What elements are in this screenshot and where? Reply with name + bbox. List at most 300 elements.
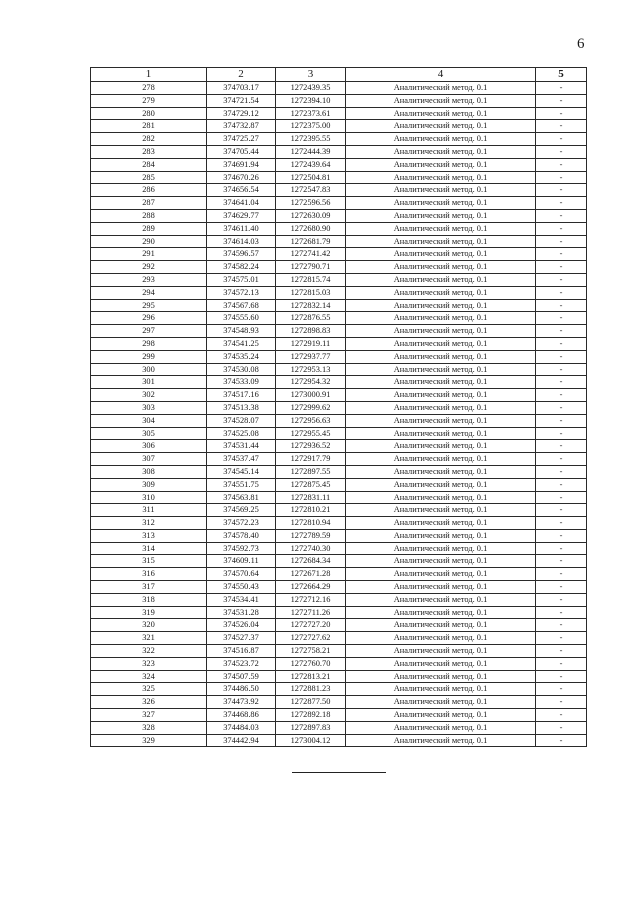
note-cell: - — [536, 94, 587, 107]
method-cell: Аналитический метод. 0.1 — [346, 542, 536, 555]
method-cell: Аналитический метод. 0.1 — [346, 184, 536, 197]
y-coordinate-cell: 1272712.16 — [276, 593, 346, 606]
y-coordinate-cell: 1272681.79 — [276, 235, 346, 248]
x-coordinate-cell: 374484.03 — [207, 721, 276, 734]
column-header-5: 5 — [536, 68, 587, 82]
point-number-cell: 294 — [91, 286, 207, 299]
note-cell: - — [536, 209, 587, 222]
x-coordinate-cell: 374486.50 — [207, 683, 276, 696]
point-number-cell: 302 — [91, 389, 207, 402]
table-row — [91, 133, 587, 146]
table-row — [91, 299, 587, 312]
y-coordinate-cell: 1272832.14 — [276, 299, 346, 312]
point-number-cell: 310 — [91, 491, 207, 504]
point-number-cell: 301 — [91, 376, 207, 389]
y-coordinate-cell: 1272897.55 — [276, 465, 346, 478]
table-row — [91, 209, 587, 222]
table-row — [91, 312, 587, 325]
y-coordinate-cell: 1272810.21 — [276, 504, 346, 517]
y-coordinate-cell: 1272596.56 — [276, 197, 346, 210]
table-row — [91, 184, 587, 197]
point-number-cell: 300 — [91, 363, 207, 376]
table-row — [91, 581, 587, 594]
table-row — [91, 465, 587, 478]
table-row — [91, 529, 587, 542]
note-cell: - — [536, 312, 587, 325]
table-row — [91, 683, 587, 696]
y-coordinate-cell: 1272892.18 — [276, 709, 346, 722]
table-row — [91, 248, 587, 261]
method-cell: Аналитический метод. 0.1 — [346, 593, 536, 606]
y-coordinate-cell: 1272955.45 — [276, 427, 346, 440]
table-row — [91, 593, 587, 606]
table-row — [91, 721, 587, 734]
method-cell: Аналитический метод. 0.1 — [346, 312, 536, 325]
note-cell: - — [536, 606, 587, 619]
y-coordinate-cell: 1272758.21 — [276, 645, 346, 658]
x-coordinate-cell: 374582.24 — [207, 261, 276, 274]
table-row — [91, 517, 587, 530]
method-cell: Аналитический метод. 0.1 — [346, 158, 536, 171]
y-coordinate-cell: 1272394.10 — [276, 94, 346, 107]
header-row — [91, 68, 587, 82]
table-row — [91, 657, 587, 670]
y-coordinate-cell: 1272671.28 — [276, 568, 346, 581]
x-coordinate-cell: 374596.57 — [207, 248, 276, 261]
x-coordinate-cell: 374523.72 — [207, 657, 276, 670]
method-cell: Аналитический метод. 0.1 — [346, 376, 536, 389]
table-row — [91, 222, 587, 235]
x-coordinate-cell: 374513.38 — [207, 401, 276, 414]
method-cell: Аналитический метод. 0.1 — [346, 82, 536, 95]
y-coordinate-cell: 1272790.71 — [276, 261, 346, 274]
table-row — [91, 197, 587, 210]
x-coordinate-cell: 374533.09 — [207, 376, 276, 389]
y-coordinate-cell: 1272956.63 — [276, 414, 346, 427]
table-row — [91, 120, 587, 133]
note-cell: - — [536, 363, 587, 376]
method-cell: Аналитический метод. 0.1 — [346, 683, 536, 696]
method-cell: Аналитический метод. 0.1 — [346, 414, 536, 427]
note-cell: - — [536, 734, 587, 747]
y-coordinate-cell: 1272395.55 — [276, 133, 346, 146]
method-cell: Аналитический метод. 0.1 — [346, 248, 536, 261]
note-cell: - — [536, 273, 587, 286]
y-coordinate-cell: 1272831.11 — [276, 491, 346, 504]
x-coordinate-cell: 374531.44 — [207, 440, 276, 453]
table-row — [91, 401, 587, 414]
point-number-cell: 286 — [91, 184, 207, 197]
method-cell: Аналитический метод. 0.1 — [346, 657, 536, 670]
table-row — [91, 491, 587, 504]
point-number-cell: 288 — [91, 209, 207, 222]
column-header-2: 2 — [207, 68, 276, 82]
x-coordinate-cell: 374567.68 — [207, 299, 276, 312]
table-row — [91, 325, 587, 338]
y-coordinate-cell: 1272740.30 — [276, 542, 346, 555]
x-coordinate-cell: 374537.47 — [207, 453, 276, 466]
y-coordinate-cell: 1272898.83 — [276, 325, 346, 338]
x-coordinate-cell: 374526.04 — [207, 619, 276, 632]
point-number-cell: 295 — [91, 299, 207, 312]
y-coordinate-cell: 1272919.11 — [276, 337, 346, 350]
point-number-cell: 326 — [91, 696, 207, 709]
x-coordinate-cell: 374531.28 — [207, 606, 276, 619]
y-coordinate-cell: 1272999.62 — [276, 401, 346, 414]
coordinates-table — [90, 67, 587, 747]
x-coordinate-cell: 374670.26 — [207, 171, 276, 184]
method-cell: Аналитический метод. 0.1 — [346, 350, 536, 363]
method-cell: Аналитический метод. 0.1 — [346, 465, 536, 478]
note-cell: - — [536, 197, 587, 210]
y-coordinate-cell: 1272810.94 — [276, 517, 346, 530]
y-coordinate-cell: 1272680.90 — [276, 222, 346, 235]
x-coordinate-cell: 374516.87 — [207, 645, 276, 658]
note-cell: - — [536, 120, 587, 133]
method-cell: Аналитический метод. 0.1 — [346, 401, 536, 414]
point-number-cell: 324 — [91, 670, 207, 683]
y-coordinate-cell: 1272439.35 — [276, 82, 346, 95]
y-coordinate-cell: 1272504.81 — [276, 171, 346, 184]
note-cell: - — [536, 683, 587, 696]
method-cell: Аналитический метод. 0.1 — [346, 235, 536, 248]
table-row — [91, 645, 587, 658]
x-coordinate-cell: 374548.93 — [207, 325, 276, 338]
note-cell: - — [536, 632, 587, 645]
point-number-cell: 317 — [91, 581, 207, 594]
point-number-cell: 296 — [91, 312, 207, 325]
x-coordinate-cell: 374468.86 — [207, 709, 276, 722]
method-cell: Аналитический метод. 0.1 — [346, 619, 536, 632]
y-coordinate-cell: 1272876.55 — [276, 312, 346, 325]
note-cell: - — [536, 645, 587, 658]
column-header-1: 1 — [91, 68, 207, 82]
point-number-cell: 320 — [91, 619, 207, 632]
method-cell: Аналитический метод. 0.1 — [346, 478, 536, 491]
x-coordinate-cell: 374614.03 — [207, 235, 276, 248]
point-number-cell: 289 — [91, 222, 207, 235]
x-coordinate-cell: 374656.54 — [207, 184, 276, 197]
method-cell: Аналитический метод. 0.1 — [346, 632, 536, 645]
method-cell: Аналитический метод. 0.1 — [346, 517, 536, 530]
y-coordinate-cell: 1272630.09 — [276, 209, 346, 222]
y-coordinate-cell: 1272875.45 — [276, 478, 346, 491]
x-coordinate-cell: 374725.27 — [207, 133, 276, 146]
x-coordinate-cell: 374563.81 — [207, 491, 276, 504]
note-cell: - — [536, 529, 587, 542]
table-header — [91, 68, 587, 82]
table-row — [91, 94, 587, 107]
y-coordinate-cell: 1272813.21 — [276, 670, 346, 683]
table-row — [91, 632, 587, 645]
point-number-cell: 319 — [91, 606, 207, 619]
point-number-cell: 299 — [91, 350, 207, 363]
note-cell: - — [536, 670, 587, 683]
x-coordinate-cell: 374545.14 — [207, 465, 276, 478]
point-number-cell: 278 — [91, 82, 207, 95]
note-cell: - — [536, 440, 587, 453]
x-coordinate-cell: 374507.59 — [207, 670, 276, 683]
column-header-4: 4 — [346, 68, 536, 82]
footer-rule — [292, 772, 386, 773]
note-cell: - — [536, 593, 587, 606]
table-row — [91, 619, 587, 632]
method-cell: Аналитический метод. 0.1 — [346, 363, 536, 376]
point-number-cell: 314 — [91, 542, 207, 555]
table-row — [91, 350, 587, 363]
method-cell: Аналитический метод. 0.1 — [346, 325, 536, 338]
table-row — [91, 286, 587, 299]
table-row — [91, 670, 587, 683]
note-cell: - — [536, 145, 587, 158]
point-number-cell: 280 — [91, 107, 207, 120]
y-coordinate-cell: 1272711.26 — [276, 606, 346, 619]
method-cell: Аналитический метод. 0.1 — [346, 171, 536, 184]
table-row — [91, 504, 587, 517]
x-coordinate-cell: 374541.25 — [207, 337, 276, 350]
note-cell: - — [536, 427, 587, 440]
method-cell: Аналитический метод. 0.1 — [346, 734, 536, 747]
note-cell: - — [536, 491, 587, 504]
note-cell: - — [536, 133, 587, 146]
x-coordinate-cell: 374592.73 — [207, 542, 276, 555]
point-number-cell: 328 — [91, 721, 207, 734]
table-row — [91, 389, 587, 402]
x-coordinate-cell: 374473.92 — [207, 696, 276, 709]
method-cell: Аналитический метод. 0.1 — [346, 529, 536, 542]
point-number-cell: 291 — [91, 248, 207, 261]
x-coordinate-cell: 374705.44 — [207, 145, 276, 158]
table-row — [91, 145, 587, 158]
point-number-cell: 284 — [91, 158, 207, 171]
x-coordinate-cell: 374703.17 — [207, 82, 276, 95]
point-number-cell: 281 — [91, 120, 207, 133]
note-cell: - — [536, 235, 587, 248]
table-row — [91, 363, 587, 376]
x-coordinate-cell: 374732.87 — [207, 120, 276, 133]
note-cell: - — [536, 581, 587, 594]
x-coordinate-cell: 374691.94 — [207, 158, 276, 171]
x-coordinate-cell: 374551.75 — [207, 478, 276, 491]
point-number-cell: 297 — [91, 325, 207, 338]
note-cell: - — [536, 337, 587, 350]
table-row — [91, 158, 587, 171]
note-cell: - — [536, 696, 587, 709]
y-coordinate-cell: 1272684.34 — [276, 555, 346, 568]
y-coordinate-cell: 1272439.64 — [276, 158, 346, 171]
point-number-cell: 303 — [91, 401, 207, 414]
table-row — [91, 107, 587, 120]
x-coordinate-cell: 374569.25 — [207, 504, 276, 517]
note-cell: - — [536, 222, 587, 235]
y-coordinate-cell: 1272664.29 — [276, 581, 346, 594]
table-row — [91, 555, 587, 568]
point-number-cell: 313 — [91, 529, 207, 542]
point-number-cell: 322 — [91, 645, 207, 658]
y-coordinate-cell: 1272881.23 — [276, 683, 346, 696]
note-cell: - — [536, 542, 587, 555]
method-cell: Аналитический метод. 0.1 — [346, 427, 536, 440]
y-coordinate-cell: 1273000.91 — [276, 389, 346, 402]
point-number-cell: 311 — [91, 504, 207, 517]
note-cell: - — [536, 478, 587, 491]
y-coordinate-cell: 1272789.59 — [276, 529, 346, 542]
point-number-cell: 304 — [91, 414, 207, 427]
x-coordinate-cell: 374527.37 — [207, 632, 276, 645]
method-cell: Аналитический метод. 0.1 — [346, 107, 536, 120]
note-cell: - — [536, 401, 587, 414]
table-row — [91, 82, 587, 95]
method-cell: Аналитический метод. 0.1 — [346, 94, 536, 107]
point-number-cell: 290 — [91, 235, 207, 248]
point-number-cell: 292 — [91, 261, 207, 274]
method-cell: Аналитический метод. 0.1 — [346, 696, 536, 709]
table-body — [91, 82, 587, 747]
note-cell: - — [536, 184, 587, 197]
point-number-cell: 287 — [91, 197, 207, 210]
method-cell: Аналитический метод. 0.1 — [346, 261, 536, 274]
note-cell: - — [536, 465, 587, 478]
y-coordinate-cell: 1272953.13 — [276, 363, 346, 376]
point-number-cell: 282 — [91, 133, 207, 146]
x-coordinate-cell: 374578.40 — [207, 529, 276, 542]
point-number-cell: 329 — [91, 734, 207, 747]
note-cell: - — [536, 721, 587, 734]
y-coordinate-cell: 1272815.74 — [276, 273, 346, 286]
method-cell: Аналитический метод. 0.1 — [346, 197, 536, 210]
x-coordinate-cell: 374570.64 — [207, 568, 276, 581]
note-cell: - — [536, 171, 587, 184]
point-number-cell: 279 — [91, 94, 207, 107]
x-coordinate-cell: 374575.01 — [207, 273, 276, 286]
method-cell: Аналитический метод. 0.1 — [346, 645, 536, 658]
method-cell: Аналитический метод. 0.1 — [346, 606, 536, 619]
x-coordinate-cell: 374721.54 — [207, 94, 276, 107]
x-coordinate-cell: 374729.12 — [207, 107, 276, 120]
x-coordinate-cell: 374641.04 — [207, 197, 276, 210]
method-cell: Аналитический метод. 0.1 — [346, 133, 536, 146]
table-row — [91, 235, 587, 248]
table-row — [91, 709, 587, 722]
method-cell: Аналитический метод. 0.1 — [346, 504, 536, 517]
table-row — [91, 734, 587, 747]
note-cell: - — [536, 325, 587, 338]
point-number-cell: 309 — [91, 478, 207, 491]
point-number-cell: 283 — [91, 145, 207, 158]
x-coordinate-cell: 374528.07 — [207, 414, 276, 427]
x-coordinate-cell: 374572.23 — [207, 517, 276, 530]
point-number-cell: 323 — [91, 657, 207, 670]
y-coordinate-cell: 1272727.20 — [276, 619, 346, 632]
y-coordinate-cell: 1272373.61 — [276, 107, 346, 120]
method-cell: Аналитический метод. 0.1 — [346, 273, 536, 286]
point-number-cell: 285 — [91, 171, 207, 184]
table-row — [91, 261, 587, 274]
table-row — [91, 427, 587, 440]
note-cell: - — [536, 286, 587, 299]
point-number-cell: 305 — [91, 427, 207, 440]
point-number-cell: 308 — [91, 465, 207, 478]
x-coordinate-cell: 374572.13 — [207, 286, 276, 299]
point-number-cell: 325 — [91, 683, 207, 696]
table-row — [91, 273, 587, 286]
table-row — [91, 337, 587, 350]
point-number-cell: 312 — [91, 517, 207, 530]
note-cell: - — [536, 709, 587, 722]
method-cell: Аналитический метод. 0.1 — [346, 721, 536, 734]
method-cell: Аналитический метод. 0.1 — [346, 286, 536, 299]
x-coordinate-cell: 374555.60 — [207, 312, 276, 325]
point-number-cell: 306 — [91, 440, 207, 453]
note-cell: - — [536, 657, 587, 670]
x-coordinate-cell: 374611.40 — [207, 222, 276, 235]
y-coordinate-cell: 1272760.70 — [276, 657, 346, 670]
point-number-cell: 307 — [91, 453, 207, 466]
point-number-cell: 321 — [91, 632, 207, 645]
note-cell: - — [536, 504, 587, 517]
method-cell: Аналитический метод. 0.1 — [346, 145, 536, 158]
method-cell: Аналитический метод. 0.1 — [346, 491, 536, 504]
method-cell: Аналитический метод. 0.1 — [346, 555, 536, 568]
y-coordinate-cell: 1272727.62 — [276, 632, 346, 645]
note-cell: - — [536, 350, 587, 363]
note-cell: - — [536, 453, 587, 466]
point-number-cell: 298 — [91, 337, 207, 350]
table-row — [91, 568, 587, 581]
method-cell: Аналитический метод. 0.1 — [346, 709, 536, 722]
y-coordinate-cell: 1272877.50 — [276, 696, 346, 709]
y-coordinate-cell: 1272444.39 — [276, 145, 346, 158]
method-cell: Аналитический метод. 0.1 — [346, 299, 536, 312]
x-coordinate-cell: 374535.24 — [207, 350, 276, 363]
y-coordinate-cell: 1272954.32 — [276, 376, 346, 389]
x-coordinate-cell: 374530.08 — [207, 363, 276, 376]
note-cell: - — [536, 568, 587, 581]
y-coordinate-cell: 1273004.12 — [276, 734, 346, 747]
table-row — [91, 696, 587, 709]
method-cell: Аналитический метод. 0.1 — [346, 209, 536, 222]
x-coordinate-cell: 374609.11 — [207, 555, 276, 568]
table-row — [91, 542, 587, 555]
x-coordinate-cell: 374534.41 — [207, 593, 276, 606]
x-coordinate-cell: 374525.08 — [207, 427, 276, 440]
page-number: 6 — [577, 36, 585, 52]
note-cell: - — [536, 555, 587, 568]
y-coordinate-cell: 1272815.03 — [276, 286, 346, 299]
table-row — [91, 376, 587, 389]
note-cell: - — [536, 619, 587, 632]
note-cell: - — [536, 248, 587, 261]
table-row — [91, 414, 587, 427]
method-cell: Аналитический метод. 0.1 — [346, 440, 536, 453]
point-number-cell: 327 — [91, 709, 207, 722]
note-cell: - — [536, 107, 587, 120]
x-coordinate-cell: 374550.43 — [207, 581, 276, 594]
y-coordinate-cell: 1272917.79 — [276, 453, 346, 466]
y-coordinate-cell: 1272547.83 — [276, 184, 346, 197]
table-row — [91, 440, 587, 453]
y-coordinate-cell: 1272937.77 — [276, 350, 346, 363]
column-header-3: 3 — [276, 68, 346, 82]
method-cell: Аналитический метод. 0.1 — [346, 337, 536, 350]
y-coordinate-cell: 1272897.83 — [276, 721, 346, 734]
x-coordinate-cell: 374442.94 — [207, 734, 276, 747]
method-cell: Аналитический метод. 0.1 — [346, 453, 536, 466]
note-cell: - — [536, 299, 587, 312]
y-coordinate-cell: 1272375.00 — [276, 120, 346, 133]
table-row — [91, 478, 587, 491]
method-cell: Аналитический метод. 0.1 — [346, 222, 536, 235]
